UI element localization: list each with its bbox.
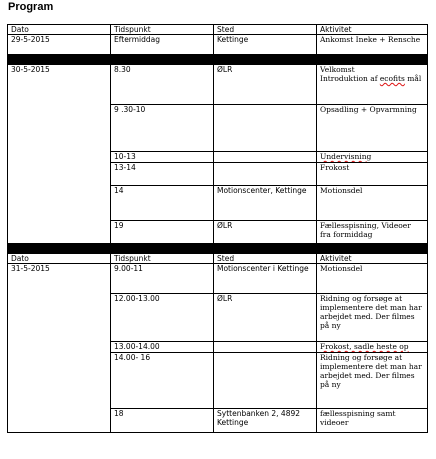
date-cell: 31-5-2015	[8, 264, 111, 433]
time-cell: 13-14	[111, 163, 214, 186]
activity-cell	[317, 152, 428, 163]
activity-text: Introduktion af	[320, 74, 380, 83]
table-row	[8, 264, 428, 294]
table-row	[8, 35, 428, 55]
time-cell: 14.00- 16	[111, 353, 214, 409]
place-cell: Kettinge	[214, 35, 317, 55]
header-time: Tidspunkt	[111, 254, 214, 264]
divider-bar	[8, 244, 428, 254]
activity-cell: Motionsdel	[317, 186, 428, 221]
table-header-row	[8, 25, 428, 35]
activity-cell: Ridning og forsøge at implementere det man har arbejdet med. Der filmes på ny	[317, 294, 428, 342]
place-cell	[214, 105, 317, 152]
activity-cell: Opsadling + Opvarmning	[317, 105, 428, 152]
activity-cell: fællesspisning samt videoer	[317, 409, 428, 433]
activity-cell	[317, 342, 428, 353]
time-cell: 10-13	[111, 152, 214, 163]
misspelled-word: ecofits	[379, 74, 405, 83]
divider-bar	[8, 55, 428, 65]
page-title: Program	[8, 1, 54, 13]
header-activity: Aktivitet	[317, 25, 428, 35]
table-divider	[8, 55, 428, 65]
time-cell: 18	[111, 409, 214, 433]
activity-cell: Ankomst Ineke + Rensche	[317, 35, 428, 55]
place-cell	[214, 152, 317, 163]
activity-line: Velkomst	[320, 65, 355, 74]
header-activity: Aktivitet	[317, 254, 428, 264]
place-cell: ØLR	[214, 221, 317, 244]
place-cell	[214, 353, 317, 409]
time-cell: 9.00-11	[111, 264, 214, 294]
place-cell: ØLR	[214, 294, 317, 342]
header-date: Dato	[8, 254, 111, 264]
time-cell: 19	[111, 221, 214, 244]
activity-cell	[317, 65, 428, 105]
time-cell: 13.00-14.00	[111, 342, 214, 353]
activity-cell: Fællesspisning, Videoer fra formiddag	[317, 221, 428, 244]
place-cell: Motionscenter i Kettinge	[214, 264, 317, 294]
date-cell: 30-5-2015	[8, 65, 111, 244]
activity-text: Undervisning	[320, 152, 372, 161]
header-time: Tidspunkt	[111, 25, 214, 35]
program-table	[7, 24, 428, 433]
activity-cell: Frokost	[317, 163, 428, 186]
place-cell: Motionscenter, Kettinge	[214, 186, 317, 221]
place-cell: Syttenbanken 2, 4892 Kettinge	[214, 409, 317, 433]
place-cell: ØLR	[214, 65, 317, 105]
time-cell: 8.30	[111, 65, 214, 105]
time-cell: 9 .30-10	[111, 105, 214, 152]
time-cell: Eftermiddag	[111, 35, 214, 55]
time-cell: 14	[111, 186, 214, 221]
place-cell	[214, 342, 317, 353]
header-place: Sted	[214, 25, 317, 35]
header-date: Dato	[8, 25, 111, 35]
time-cell: 12.00-13.00	[111, 294, 214, 342]
place-cell	[214, 163, 317, 186]
table-header-row	[8, 254, 428, 264]
activity-text: mål	[404, 74, 422, 83]
table-divider	[8, 244, 428, 254]
activity-cell: Ridning og forsøge at implementere det man har arbejdet med. Der filmes på ny	[317, 353, 428, 409]
activity-text: Frokost, sadle heste op	[320, 342, 409, 351]
date-cell: 29-5-2015	[8, 35, 111, 55]
activity-cell: Motionsdel	[317, 264, 428, 294]
table-row	[8, 65, 428, 105]
header-place: Sted	[214, 254, 317, 264]
